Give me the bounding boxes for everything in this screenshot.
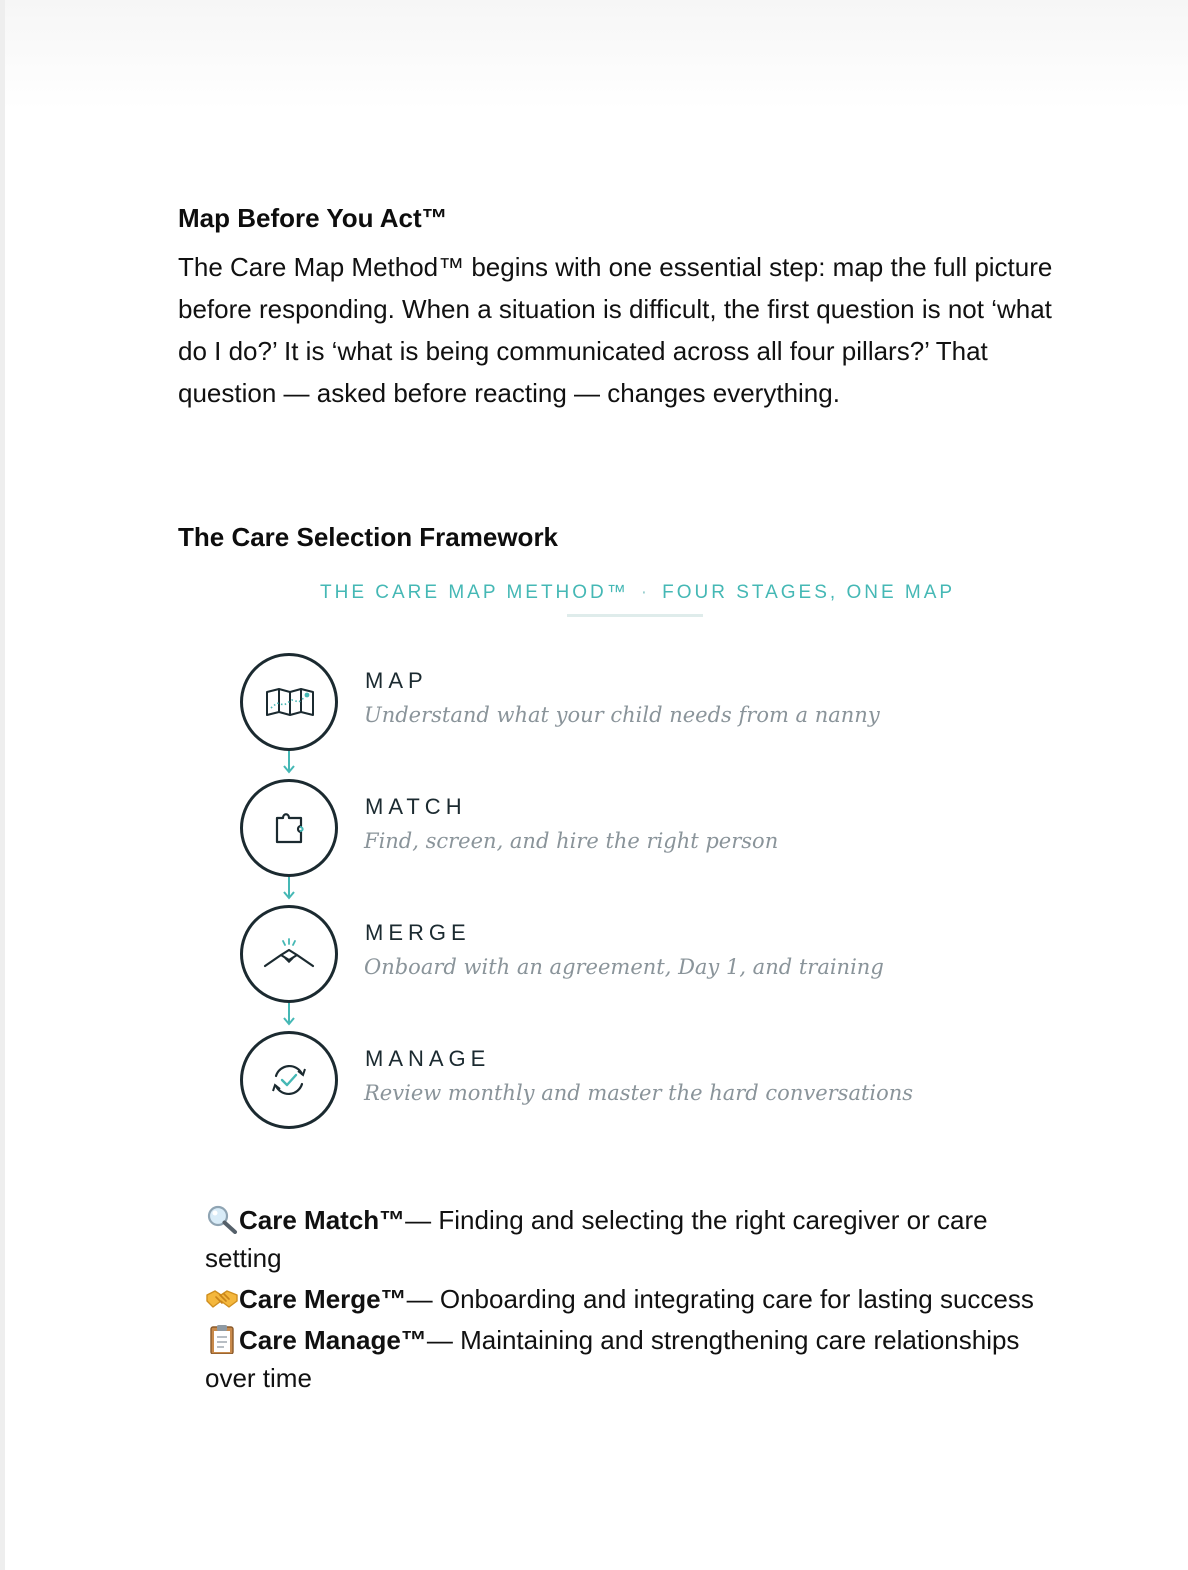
care-stages-list — [205, 1201, 1055, 1400]
stage-description-map: Understand what your child needs from a nanny — [364, 703, 880, 727]
framework-subtitle-right: FOUR STAGES, ONE MAP — [662, 582, 956, 603]
bullet-title: Care Match™ — [239, 1205, 406, 1235]
connector-arrow — [279, 749, 299, 777]
em-dash: — — [406, 1284, 440, 1314]
stage-match-circle — [240, 779, 338, 877]
page-left-edge — [0, 0, 5, 1570]
list-item-care-manage — [205, 1321, 1055, 1397]
stage-name-manage: MANAGE — [365, 1046, 491, 1071]
folded-map-icon — [243, 656, 335, 748]
handshake-emoji-icon — [205, 1283, 239, 1313]
framework-subtitle-separator: · — [640, 582, 651, 603]
bullet-text: Onboarding and integrating care for lasting success — [439, 1284, 1034, 1314]
stage-name-merge: MERGE — [365, 920, 471, 945]
stage-description-manage: Review monthly and master the hard conversations — [364, 1081, 914, 1105]
subtitle-underline — [567, 614, 703, 617]
framework-subtitle — [320, 582, 955, 604]
puzzle-piece-icon — [243, 782, 335, 874]
bullet-text: Maintaining and strengthening care relationships over time — [205, 1325, 1020, 1393]
list-item-care-match — [205, 1201, 1055, 1277]
intro-paragraph: The Care Map Method™ begins with one essential step: map the full picture before responding. When a situation is difficult, the first question is not ‘what do I do?’ It is ‘what is being communicated across all four pillars?’ That question — asked before reacting — changes everything. — [178, 252, 1053, 408]
bullet-title: Care Manage™ — [239, 1325, 427, 1355]
em-dash: — — [426, 1325, 461, 1355]
framework-subtitle-left: THE CARE MAP METHOD™ — [320, 582, 629, 603]
clipboard-icon — [205, 1324, 239, 1354]
section-heading-map-before-you-act: Map Before You Act™ — [178, 203, 448, 233]
handshake-icon — [243, 908, 335, 1000]
stage-description-merge: Onboard with an agreement, Day 1, and training — [364, 955, 884, 979]
bullet-text: Finding and selecting the right caregiver or care setting — [205, 1205, 988, 1273]
stage-map-circle — [240, 653, 338, 751]
stage-description-match: Find, screen, and hire the right person — [364, 829, 779, 853]
em-dash: — — [405, 1205, 439, 1235]
stage-manage-circle — [240, 1031, 338, 1129]
stage-name-match: MATCH — [365, 794, 467, 819]
list-item-care-merge — [205, 1280, 1055, 1318]
magnifier-icon — [205, 1204, 239, 1234]
connector-arrow — [279, 1001, 299, 1029]
stage-merge-circle — [240, 905, 338, 1003]
page-top-shade — [0, 0, 1188, 110]
bullet-title: Care Merge™ — [239, 1284, 407, 1314]
stage-name-map: MAP — [365, 668, 428, 693]
connector-arrow — [279, 875, 299, 903]
refresh-check-icon — [243, 1034, 335, 1126]
section-heading-care-selection-framework: The Care Selection Framework — [178, 522, 559, 552]
